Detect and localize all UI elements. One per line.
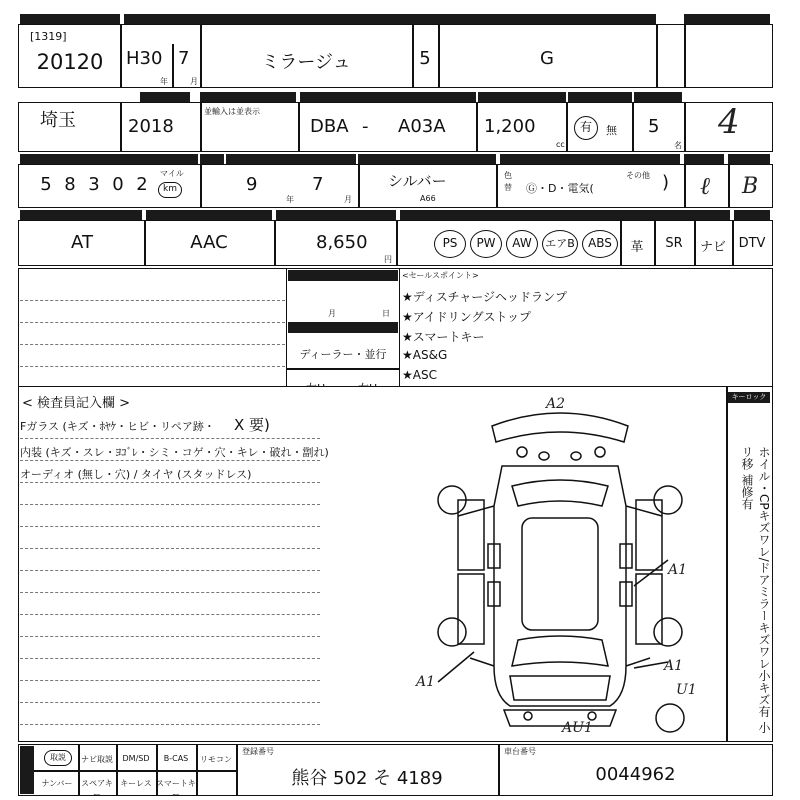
chassis-number: 0044962 bbox=[595, 764, 676, 785]
odo-digit-1: 5 bbox=[40, 174, 52, 195]
model-prefix: DBA bbox=[310, 116, 349, 137]
mark-front-bumper: AU1 bbox=[562, 720, 593, 736]
yen-unit: 円 bbox=[384, 255, 392, 264]
reg-era-year: H30 bbox=[126, 48, 163, 69]
sales-point-3: ★スマートキー bbox=[402, 330, 485, 344]
equip-abs: ABS bbox=[582, 230, 618, 258]
odo-digit-5: 2 bbox=[136, 174, 148, 195]
hood bbox=[510, 676, 610, 700]
capacity: 5 bbox=[648, 116, 660, 137]
body-color: シルバー bbox=[388, 172, 447, 190]
reg-number-label: 登録番号 bbox=[242, 747, 274, 756]
mile-label: マイル bbox=[160, 169, 184, 178]
color-code: A66 bbox=[420, 194, 436, 203]
lot-id: [1319] bbox=[30, 30, 67, 43]
dealer-parallel: ディーラー・並行 bbox=[299, 348, 387, 361]
reg-month-label: 月 bbox=[328, 309, 336, 318]
fuel-other: その他 bbox=[626, 171, 650, 180]
equip-ps: PS bbox=[434, 230, 466, 258]
color-change-label: 色替 bbox=[504, 171, 512, 192]
interior-score: B bbox=[742, 174, 759, 199]
shift-type: AT bbox=[71, 232, 93, 253]
rear-light-left bbox=[517, 447, 527, 457]
displacement: 1,200 bbox=[484, 116, 536, 137]
inspector-line-1-mark: X 要) bbox=[234, 416, 270, 434]
month-unit: 月 bbox=[190, 77, 198, 86]
spare-wheel bbox=[656, 704, 684, 732]
rear-window bbox=[512, 480, 608, 506]
key-lock-label: キーロック bbox=[728, 392, 770, 403]
inspector-line-2: 内装 (キズ・スレ・ﾖｺﾞﾚ・シミ・コゲ・穴・キレ・破れ・劏れ) bbox=[20, 446, 329, 459]
aircon-type: AAC bbox=[190, 232, 228, 253]
overall-score: 4 bbox=[718, 102, 740, 142]
mark-right-wheel: U1 bbox=[676, 682, 697, 698]
equip-sunroof: SR bbox=[665, 236, 683, 251]
sales-point-2: ★アイドリングストップ bbox=[402, 310, 531, 324]
door-left-front bbox=[458, 574, 484, 644]
turbo-no: 無 bbox=[606, 124, 617, 137]
door-count: 5 bbox=[419, 48, 431, 69]
sales-point-5: ★ASC bbox=[402, 368, 437, 382]
equip-dtv: DTV bbox=[738, 236, 766, 251]
model-code: A03A bbox=[398, 116, 446, 137]
sales-point-4: ★AS&G bbox=[402, 348, 448, 362]
navi-manual-label: ナビ取説 bbox=[81, 755, 113, 764]
rear-light-right bbox=[595, 447, 605, 457]
mark-rear-bumper: A2 bbox=[546, 396, 566, 412]
keyless-label: キーレス bbox=[120, 779, 152, 788]
mark-right-door: A1 bbox=[668, 562, 688, 578]
inspector-line-1: Fガラス (キズ・ﾎﾔｹ・ヒビ・リペア跡・ bbox=[20, 420, 215, 433]
equip-airbag: エアB bbox=[542, 230, 578, 258]
car-damage-diagram bbox=[430, 396, 690, 740]
mark-right-front: A1 bbox=[664, 658, 684, 674]
smart-key-label: スマートキー bbox=[156, 779, 196, 799]
model-dash: - bbox=[362, 116, 369, 137]
turbo-yes: 有 bbox=[574, 116, 598, 140]
recycle-fee: 8,650 bbox=[316, 232, 368, 253]
inspector-title: < 検査員記入欄 > bbox=[22, 396, 131, 411]
header-import-bar bbox=[288, 322, 398, 333]
sales-points-title: <セールスポイント> bbox=[402, 271, 479, 280]
equip-navi: ナビ bbox=[699, 240, 726, 255]
exterior-score: ℓ bbox=[700, 172, 710, 200]
equip-leather: 革 bbox=[630, 240, 644, 255]
fuel-type: Ⓖ・D・電気( bbox=[526, 182, 594, 195]
odo-digit-4: 0 bbox=[112, 174, 124, 195]
car-body bbox=[494, 466, 626, 706]
number-plate-label: ナンバー bbox=[41, 779, 73, 788]
lot-number: 20120 bbox=[36, 50, 104, 74]
bottom-side-label bbox=[20, 746, 34, 794]
manual-label: 取説 bbox=[44, 750, 72, 766]
inspect-year-unit: 年 bbox=[286, 195, 294, 204]
prefecture: 埼玉 bbox=[40, 110, 76, 131]
header-reg-period-bar bbox=[288, 270, 398, 281]
front-bumper bbox=[504, 710, 616, 726]
spare-key-label: スペアキー bbox=[81, 779, 113, 799]
windshield bbox=[512, 636, 608, 666]
fuel-close: ) bbox=[662, 172, 670, 193]
mark-left-front: A1 bbox=[416, 674, 436, 690]
wheel-right-front bbox=[654, 618, 682, 646]
door-right-front bbox=[636, 574, 662, 644]
wheel-left-front bbox=[438, 618, 466, 646]
rear-bumper bbox=[492, 413, 628, 442]
grade: G bbox=[540, 48, 554, 69]
inspector-line-3: オーディオ (無し・穴) / タイヤ (スタッドレス) bbox=[20, 468, 252, 481]
import-note: 並輸入は並表示 bbox=[204, 107, 260, 116]
odo-digit-2: 8 bbox=[64, 174, 76, 195]
reg-number: 熊谷 502 そ 4189 bbox=[291, 768, 443, 789]
inspect-month: 7 bbox=[312, 174, 324, 195]
roof bbox=[522, 518, 598, 630]
km-label: km bbox=[158, 182, 182, 198]
reg-day-label: 日 bbox=[382, 309, 390, 318]
equip-aw: AW bbox=[506, 230, 538, 258]
odo-digit-3: 3 bbox=[88, 174, 100, 195]
inspect-month-unit: 月 bbox=[344, 195, 352, 204]
equip-pw: PW bbox=[470, 230, 502, 258]
remote-label: リモコン bbox=[200, 755, 232, 764]
capacity-unit: 名 bbox=[674, 141, 682, 150]
chassis-label: 車台番号 bbox=[504, 747, 536, 756]
bcas-label: B-CAS bbox=[163, 754, 189, 763]
dm-sd-label: DM/SD bbox=[122, 754, 150, 763]
car-name: ミラージュ bbox=[261, 52, 351, 73]
year-ad: 2018 bbox=[128, 116, 174, 137]
year-unit: 年 bbox=[160, 77, 168, 86]
sales-point-1: ★ディスチャージヘッドランプ bbox=[402, 290, 567, 304]
reg-month: 7 bbox=[178, 48, 190, 69]
damage-notes-vertical: ホイル・CPキズワレ/ドアミラーキズワレ小キズ有 小リ移 補修有 bbox=[740, 446, 771, 734]
inspect-year: 9 bbox=[246, 174, 258, 195]
cc-unit: cc bbox=[556, 140, 565, 149]
